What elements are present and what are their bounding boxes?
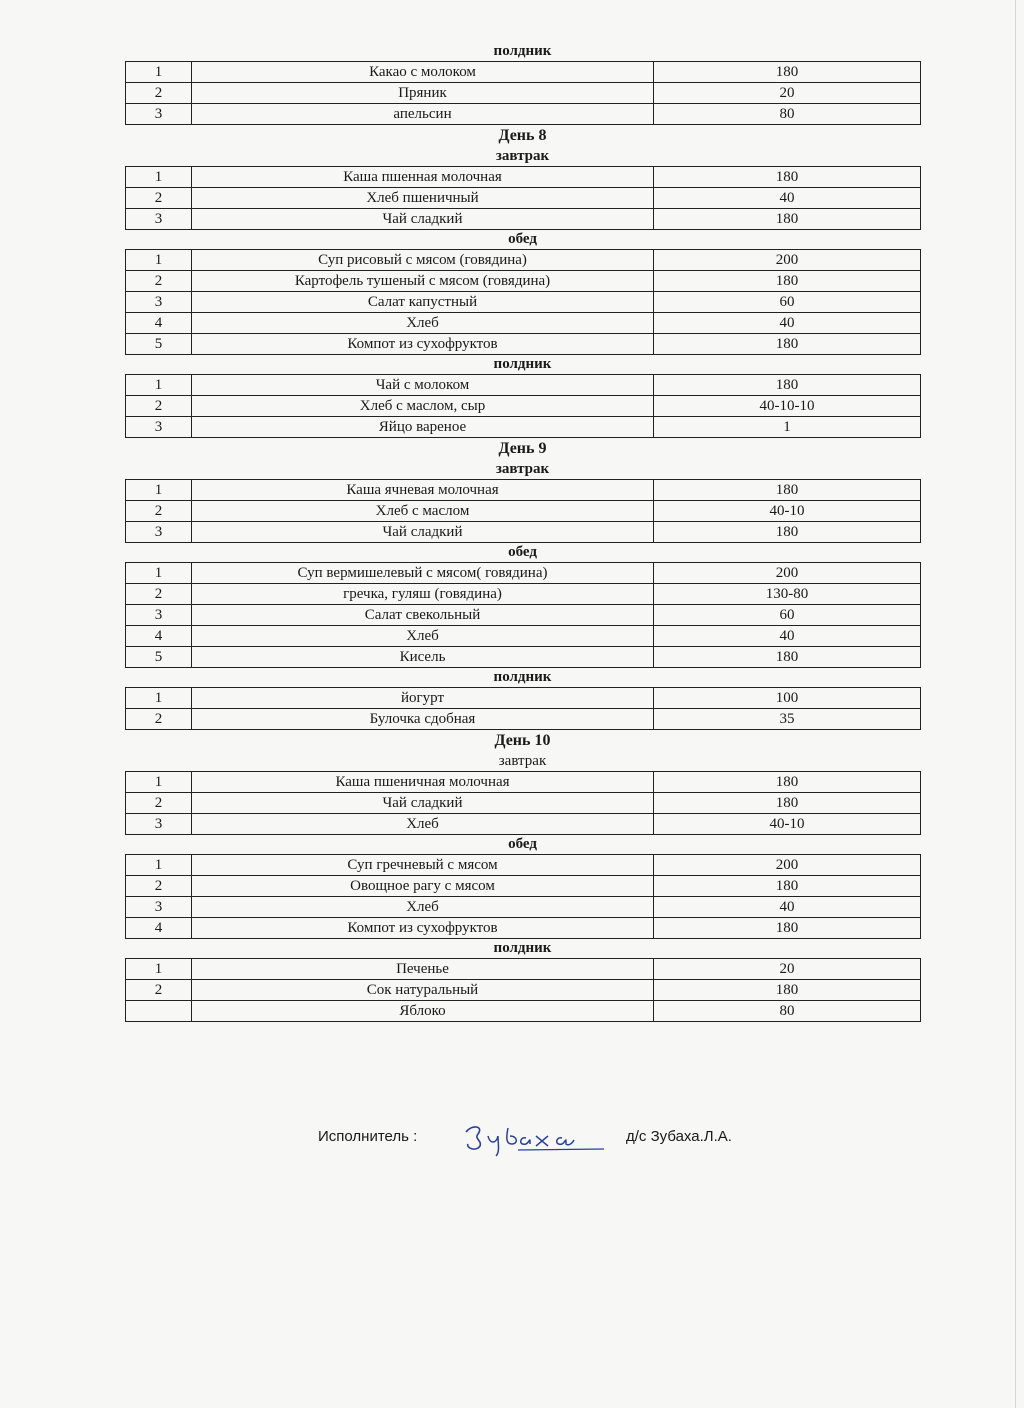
meal-table [125,374,921,438]
dish-name: апельсин [192,104,654,125]
row-number: 3 [126,897,192,918]
table-row [126,814,921,835]
meal-table [125,958,921,1022]
table-row [126,980,921,1001]
row-number: 1 [126,167,192,188]
table-row [126,62,921,83]
portion-weight: 40-10 [654,501,921,522]
dish-name: гречка, гуляш (говядина) [192,584,654,605]
row-number: 2 [126,271,192,292]
row-number: 1 [126,375,192,396]
portion-weight: 80 [654,1001,921,1022]
row-number: 1 [126,563,192,584]
dish-name: Какао с молоком [192,62,654,83]
table-row [126,209,921,230]
portion-weight: 60 [654,605,921,626]
table-row [126,584,921,605]
dish-name: Каша ячневая молочная [192,480,654,501]
row-number: 2 [126,709,192,730]
table-row [126,688,921,709]
dish-name: Булочка сдобная [192,709,654,730]
portion-weight: 80 [654,104,921,125]
row-number: 5 [126,647,192,668]
meal-heading: обед [508,231,537,247]
dish-name: Хлеб пшеничный [192,188,654,209]
meal-heading: завтрак [495,148,550,164]
dish-name: Хлеб [192,626,654,647]
row-number: 1 [126,62,192,83]
row-number: 2 [126,980,192,1001]
portion-weight: 130-80 [654,584,921,605]
table-row [126,855,921,876]
table-row [126,480,921,501]
portion-weight: 1 [654,417,921,438]
portion-weight: 40 [654,626,921,647]
meal-table [125,771,921,835]
dish-name: Чай с молоком [192,375,654,396]
dish-name: Сок натуральный [192,980,654,1001]
dish-name: Печенье [192,959,654,980]
row-number: 3 [126,605,192,626]
meal-heading: полдник [493,356,552,372]
row-number: 4 [126,313,192,334]
meal-table [125,61,921,125]
portion-weight: 20 [654,83,921,104]
portion-weight: 200 [654,855,921,876]
table-row [126,292,921,313]
table-row [126,167,921,188]
row-number: 1 [126,480,192,501]
dish-name: Овощное рагу с мясом [192,876,654,897]
row-number: 1 [126,855,192,876]
meal-table [125,479,921,543]
executor-name: д/с Зубаха.Л.А. [626,1128,732,1145]
executor-label: Исполнитель : [318,1128,418,1145]
handwritten-signature [458,1118,608,1158]
table-row [126,396,921,417]
dish-name: йогурт [192,688,654,709]
day-title: День 9 [498,440,547,457]
portion-weight: 180 [654,918,921,939]
table-row [126,83,921,104]
row-number: 3 [126,209,192,230]
portion-weight: 180 [654,480,921,501]
table-row [126,313,921,334]
table-row [126,417,921,438]
table-row [126,918,921,939]
dish-name: Каша пшеничная молочная [192,772,654,793]
portion-weight: 40-10-10 [654,396,921,417]
row-number: 2 [126,793,192,814]
row-number: 4 [126,626,192,647]
portion-weight: 180 [654,876,921,897]
portion-weight: 180 [654,375,921,396]
meal-table [125,166,921,230]
row-number: 1 [126,772,192,793]
signature-block [318,1118,818,1158]
row-number: 3 [126,292,192,313]
dish-name: Хлеб [192,897,654,918]
row-number: 2 [126,83,192,104]
dish-name: Каша пшенная молочная [192,167,654,188]
row-number [126,1001,192,1022]
portion-weight: 200 [654,563,921,584]
row-number: 1 [126,250,192,271]
portion-weight: 200 [654,250,921,271]
row-number: 1 [126,688,192,709]
meal-heading: полдник [493,43,552,59]
dish-name: Суп гречневый с мясом [192,855,654,876]
table-row [126,104,921,125]
dish-name: Чай сладкий [192,793,654,814]
row-number: 5 [126,334,192,355]
row-number: 2 [126,876,192,897]
meal-heading: обед [508,544,537,560]
page-edge-shadow [1015,0,1016,1408]
table-row [126,501,921,522]
menu-document [125,42,920,1022]
meal-heading: полдник [493,669,552,685]
table-row [126,772,921,793]
dish-name: Яйцо вареное [192,417,654,438]
dish-name: Пряник [192,83,654,104]
table-row [126,647,921,668]
dish-name: Суп вермишелевый с мясом( говядина) [192,563,654,584]
dish-name: Чай сладкий [192,522,654,543]
portion-weight: 180 [654,522,921,543]
meal-heading: полдник [493,940,552,956]
table-row [126,522,921,543]
portion-weight: 180 [654,772,921,793]
portion-weight: 180 [654,271,921,292]
meal-heading: обед [508,836,537,852]
dish-name: Хлеб [192,313,654,334]
table-row [126,1001,921,1022]
day-title: День 8 [498,127,547,144]
table-row [126,563,921,584]
meal-heading: завтрак [495,461,550,477]
portion-weight: 40 [654,188,921,209]
dish-name: Суп рисовый с мясом (говядина) [192,250,654,271]
dish-name: Компот из сухофруктов [192,918,654,939]
dish-name: Салат свекольный [192,605,654,626]
portion-weight: 20 [654,959,921,980]
table-row [126,271,921,292]
table-row [126,250,921,271]
table-row [126,375,921,396]
row-number: 3 [126,814,192,835]
dish-name: Хлеб с маслом, сыр [192,396,654,417]
portion-weight: 180 [654,209,921,230]
dish-name: Кисель [192,647,654,668]
meal-table [125,854,921,939]
dish-name: Картофель тушеный с мясом (говядина) [192,271,654,292]
portion-weight: 60 [654,292,921,313]
dish-name: Чай сладкий [192,209,654,230]
portion-weight: 40 [654,897,921,918]
table-row [126,793,921,814]
table-row [126,709,921,730]
portion-weight: 100 [654,688,921,709]
portion-weight: 180 [654,793,921,814]
meal-table [125,249,921,355]
dish-name: Хлеб [192,814,654,835]
table-row [126,334,921,355]
portion-weight: 180 [654,980,921,1001]
meal-table [125,687,921,730]
table-row [126,959,921,980]
meal-heading: завтрак [498,753,547,769]
dish-name: Салат капустный [192,292,654,313]
table-row [126,897,921,918]
row-number: 3 [126,417,192,438]
dish-name: Компот из сухофруктов [192,334,654,355]
portion-weight: 180 [654,334,921,355]
row-number: 2 [126,396,192,417]
dish-name: Яблоко [192,1001,654,1022]
portion-weight: 180 [654,62,921,83]
table-row [126,626,921,647]
table-row [126,605,921,626]
table-row [126,188,921,209]
portion-weight: 40 [654,313,921,334]
row-number: 1 [126,959,192,980]
meal-table [125,562,921,668]
portion-weight: 40-10 [654,814,921,835]
row-number: 2 [126,188,192,209]
portion-weight: 180 [654,647,921,668]
row-number: 3 [126,522,192,543]
row-number: 2 [126,501,192,522]
table-row [126,876,921,897]
portion-weight: 180 [654,167,921,188]
row-number: 4 [126,918,192,939]
dish-name: Хлеб с маслом [192,501,654,522]
portion-weight: 35 [654,709,921,730]
row-number: 3 [126,104,192,125]
row-number: 2 [126,584,192,605]
day-title: День 10 [494,732,551,749]
